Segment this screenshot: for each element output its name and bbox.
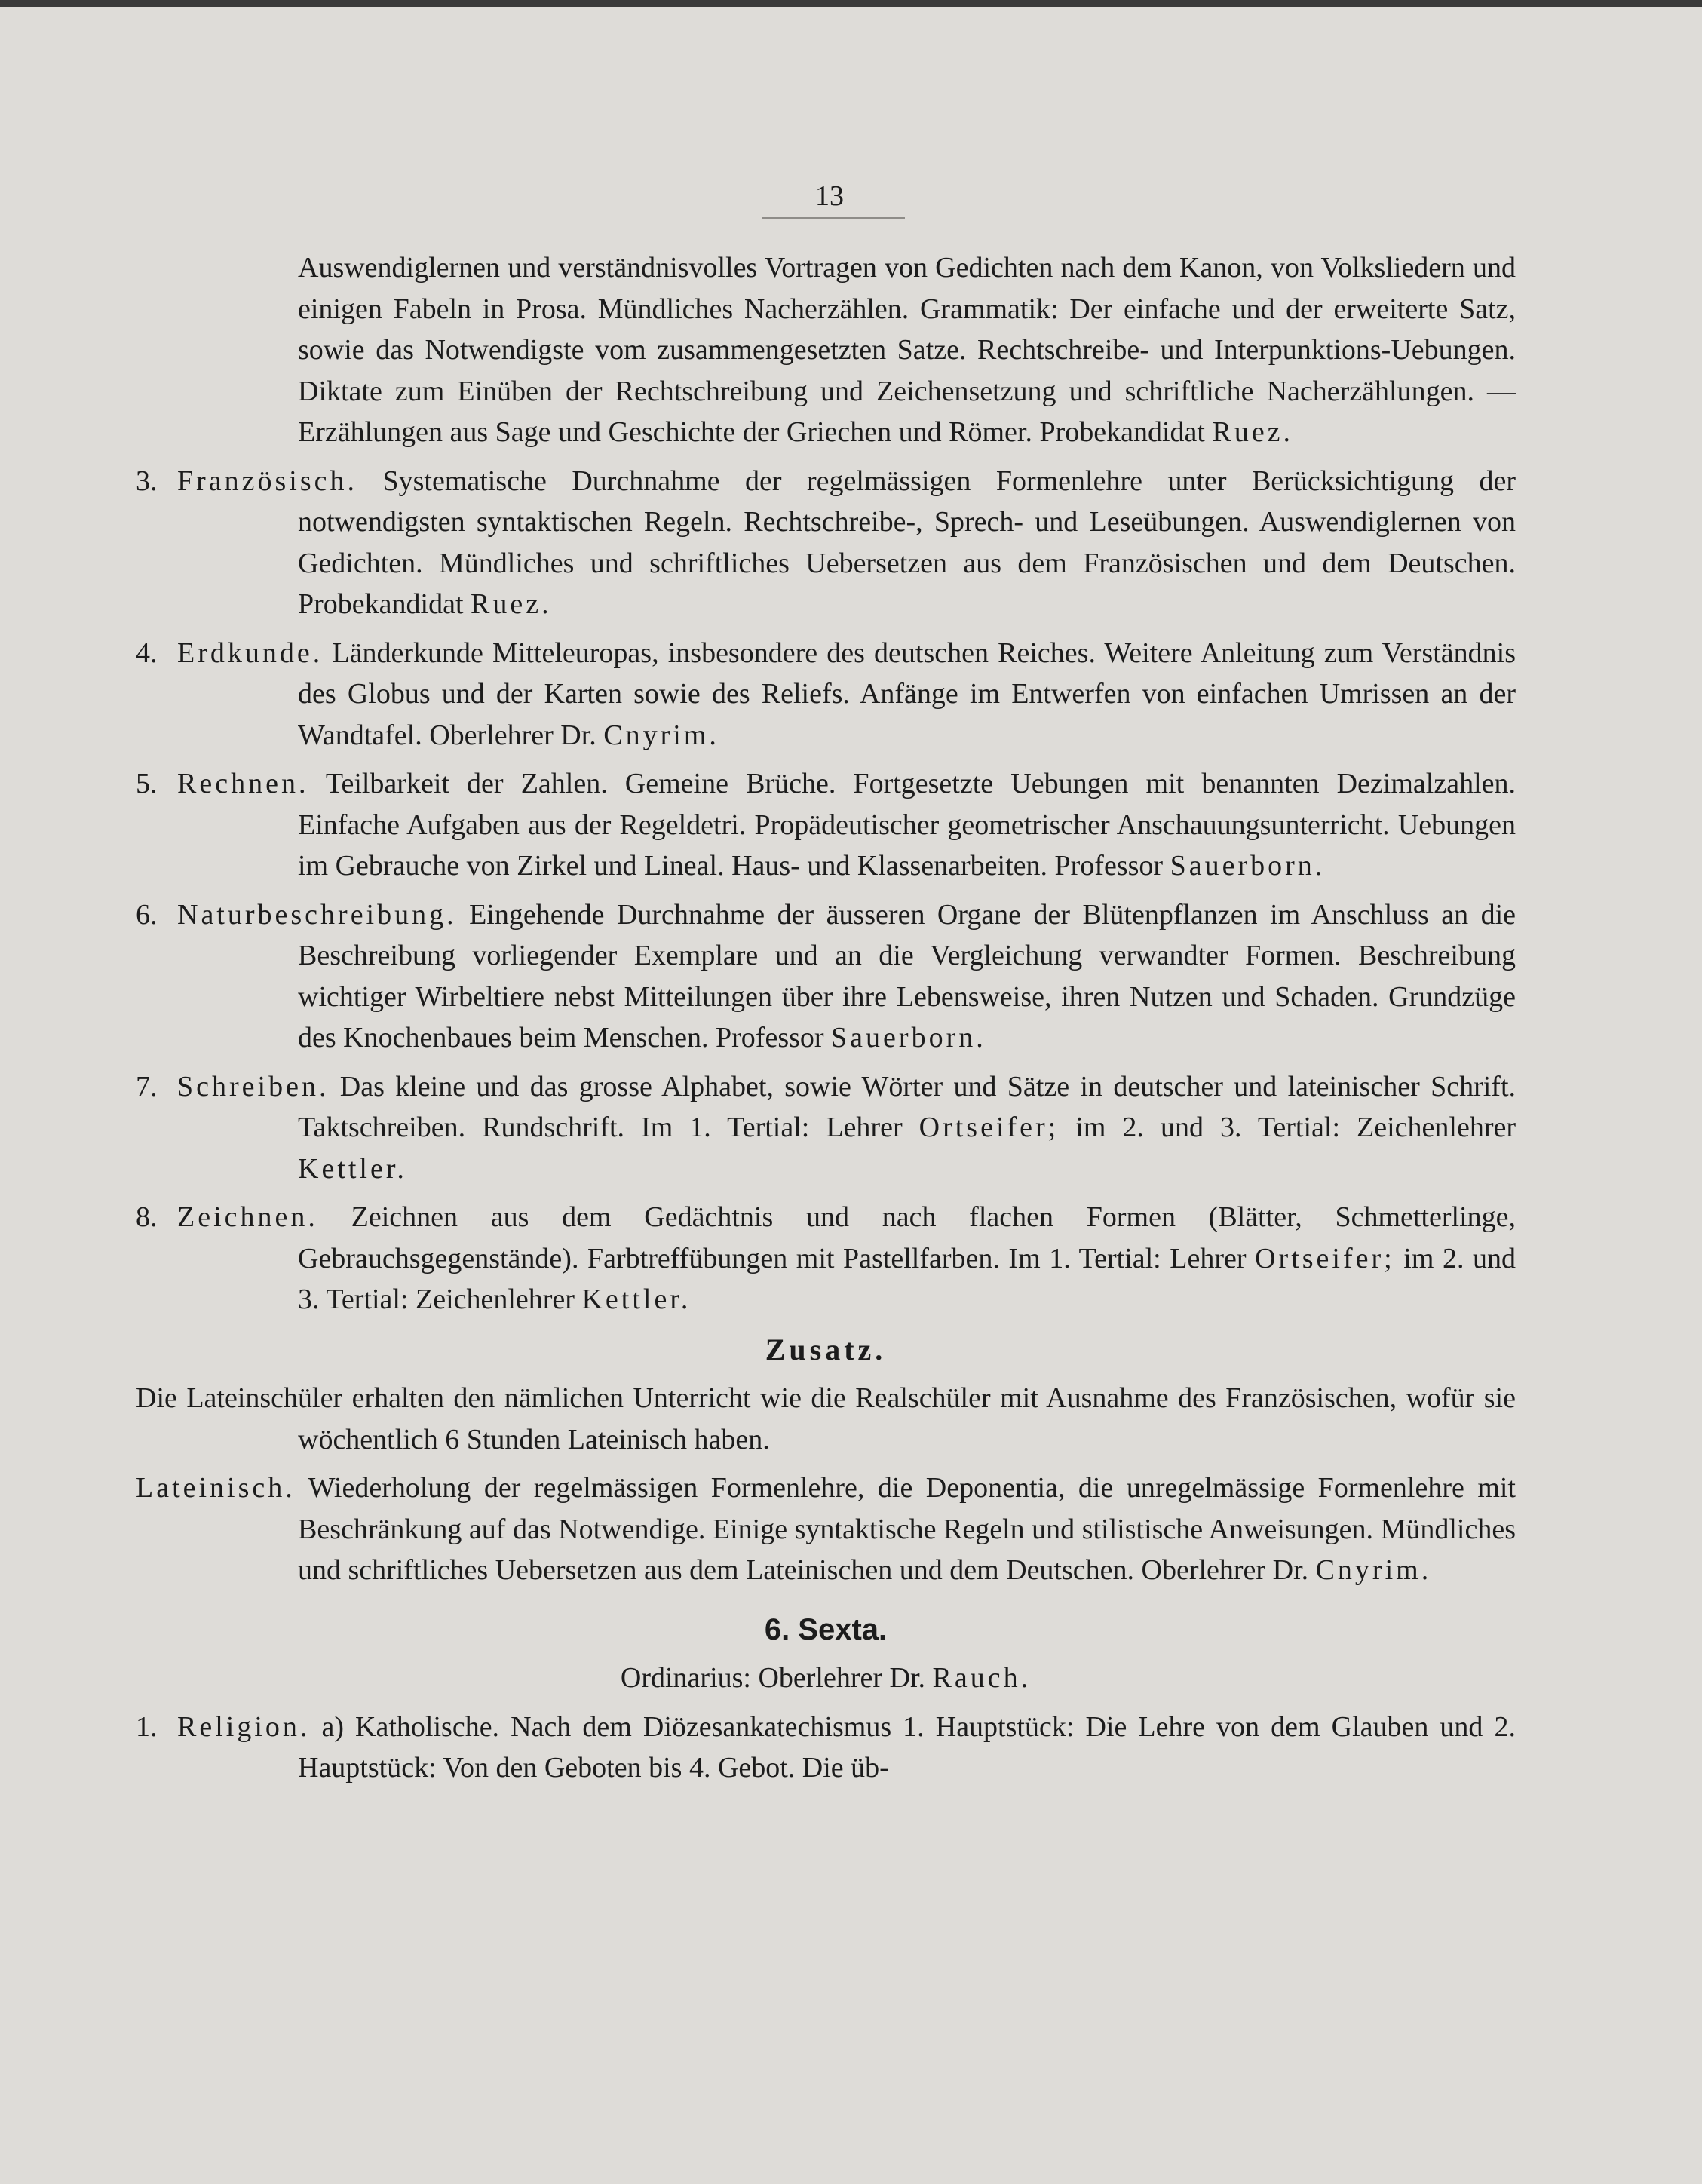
zusatz-heading: Zusatz.	[765, 1332, 887, 1367]
item-subject: Religion.	[177, 1710, 311, 1743]
ordinarius-name: Rauch.	[932, 1662, 1032, 1694]
subject-item-zeichnen	[136, 1197, 1516, 1321]
continuation-teacher: Ruez.	[1212, 416, 1294, 448]
ordinarius-label: Ordinarius: Oberlehrer Dr.	[620, 1662, 926, 1694]
item-text: Systematische Durchnahme der regelmässigen Formenlehre unter Berücksichtigung der notwendigsten syntaktischen Regeln. Rechtschreibe-, Sprech- und Leseübungen. Auswendiglernen von Gedichten. Mündliches und schriftliches Uebersetzen aus dem Französischen und dem Deutschen. Probekandidat	[298, 465, 1516, 620]
subject-item-franzoesisch	[136, 461, 1516, 625]
item-teacher: Ortseifer;	[918, 1112, 1060, 1143]
item-teacher: Cnyrim.	[603, 719, 719, 751]
item-number: 3.	[136, 465, 158, 497]
subject-item-erdkunde	[136, 633, 1516, 756]
item-subject: Französisch.	[177, 465, 358, 497]
item-number: 7.	[136, 1070, 158, 1103]
item-teacher: Sauerborn.	[1170, 850, 1326, 882]
zusatz-intro	[136, 1378, 1516, 1460]
page-number-rule	[762, 217, 905, 219]
item-text: Das kleine und das grosse Alphabet, sowie Wörter und Sätze in deutscher und lateinischer Schrift. Taktschreiben. Rundschrift. Im 1. Tertial: Lehrer	[298, 1070, 1516, 1143]
item-teacher: Ortseifer;	[1255, 1242, 1395, 1275]
latin-subject: Lateinisch.	[136, 1472, 296, 1504]
item-subject: Naturbeschreibung.	[177, 898, 457, 931]
item-text: Eingehende Durchnahme der äusseren Organe der Blütenpflanzen im Anschluss an die Beschreibung vorliegender Exemplare und an die Vergleichung verwandter Formen. Beschreibung wichtiger Wirbeltiere nebst Mitteilungen über ihre Lebensweise, ihren Nutzen und Schaden. Grundzüge des Knochenbaues beim Menschen. Professor	[298, 898, 1516, 1054]
item-teacher: Sauerborn.	[831, 1022, 986, 1054]
section-title-sexta: 6. Sexta.	[764, 1612, 888, 1646]
item-subject: Rechnen.	[177, 768, 309, 799]
item-number: 4.	[136, 636, 158, 669]
item-text: Zeichnen aus dem Gedächtnis und nach flachen Formen (Blätter, Schmetterlinge, Gebrauchsgegenstände). Farbtreffübungen mit Pastellfarben. Im 1. Tertial: Lehrer	[298, 1201, 1516, 1275]
continuation-text: Auswendiglernen und verständnisvolles Vortragen von Gedichten nach dem Kanon, von Volksliedern und einigen Fabeln in Prosa. Mündliches Nacherzählen. Grammatik: Der einfache und der erweiterte Satz, sowie das Notwendigste vom zusammengesetzten Satze. Rechtschreibe- und Interpunktions-Uebungen. Diktate zum Einüben der Rechtschreibung und Zeichensetzung und schriftliche Nacherzählungen. — Erzählungen aus Sage und Geschichte der Griechen und Römer. Probekandidat	[298, 252, 1516, 448]
scan-top-edge	[0, 0, 1702, 7]
ordinarius-line	[136, 1658, 1516, 1699]
zusatz-latin-paragraph	[136, 1468, 1516, 1591]
page-body	[136, 247, 1516, 1789]
item-subject: Schreiben.	[177, 1070, 330, 1103]
item-teacher-second: Kettler.	[581, 1284, 692, 1315]
item-text: Länderkunde Mitteleuropas, insbesondere des deutschen Reiches. Weitere Anleitung zum Verständnis des Globus und der Karten sowie des Reliefs. Anfänge im Entwerfen von einfachen Umrissen an der Wandtafel. Oberlehrer Dr.	[298, 636, 1516, 751]
item-text: Teilbarkeit der Zahlen. Gemeine Brüche. Fortgesetzte Uebungen mit benannten Dezimalzahlen. Einfache Aufgaben aus der Regeldetri. Propädeutischer geometrischer Anschauungsunterricht. Uebungen im Gebrauche von Zirkel und Lineal. Haus- und Klassenarbeiten. Professor	[298, 768, 1516, 882]
item-number: 5.	[136, 768, 158, 799]
latin-teacher: Cnyrim.	[1315, 1554, 1432, 1586]
item-text-tail: im 2. und 3. Tertial: Zeichenlehrer	[298, 1242, 1516, 1315]
item-text: a) Katholische. Nach dem Diözesankatechismus 1. Hauptstück: Die Lehre von dem Glauben und 2. Hauptstück: Von den Geboten bis 4. Gebot. Die üb-	[298, 1710, 1516, 1784]
item-text-tail: im 2. und 3. Tertial: Zeichenlehrer	[1075, 1112, 1516, 1143]
latin-text: Wiederholung der regelmässigen Formenlehre, die Deponentia, die unregelmässige Formenlehre mit Beschränkung auf das Notwendige. Einige syntaktische Regeln und stilistische Anweisungen. Mündliches und schriftliches Uebersetzen aus dem Lateinischen und dem Deutschen. Oberlehrer Dr.	[298, 1472, 1516, 1586]
item-teacher-second: Kettler.	[298, 1152, 407, 1185]
page-number: 13	[815, 180, 844, 212]
zusatz-intro-text: Die Lateinschüler erhalten den nämlichen Unterricht wie die Realschüler mit Ausnahme des Französischen, wofür sie wöchentlich 6 Stunden Lateinisch haben.	[136, 1382, 1516, 1455]
item-teacher: Ruez.	[471, 588, 552, 620]
item-number: 1.	[136, 1710, 158, 1743]
item-subject: Zeichnen.	[177, 1201, 318, 1233]
subject-item-schreiben	[136, 1066, 1516, 1190]
continuation-paragraph	[136, 247, 1516, 453]
item-number: 8.	[136, 1201, 158, 1233]
subject-item-religion	[136, 1707, 1516, 1789]
subject-item-rechnen	[136, 763, 1516, 887]
item-subject: Erdkunde.	[177, 636, 324, 669]
item-number: 6.	[136, 898, 158, 931]
subject-item-naturbeschreibung	[136, 894, 1516, 1059]
